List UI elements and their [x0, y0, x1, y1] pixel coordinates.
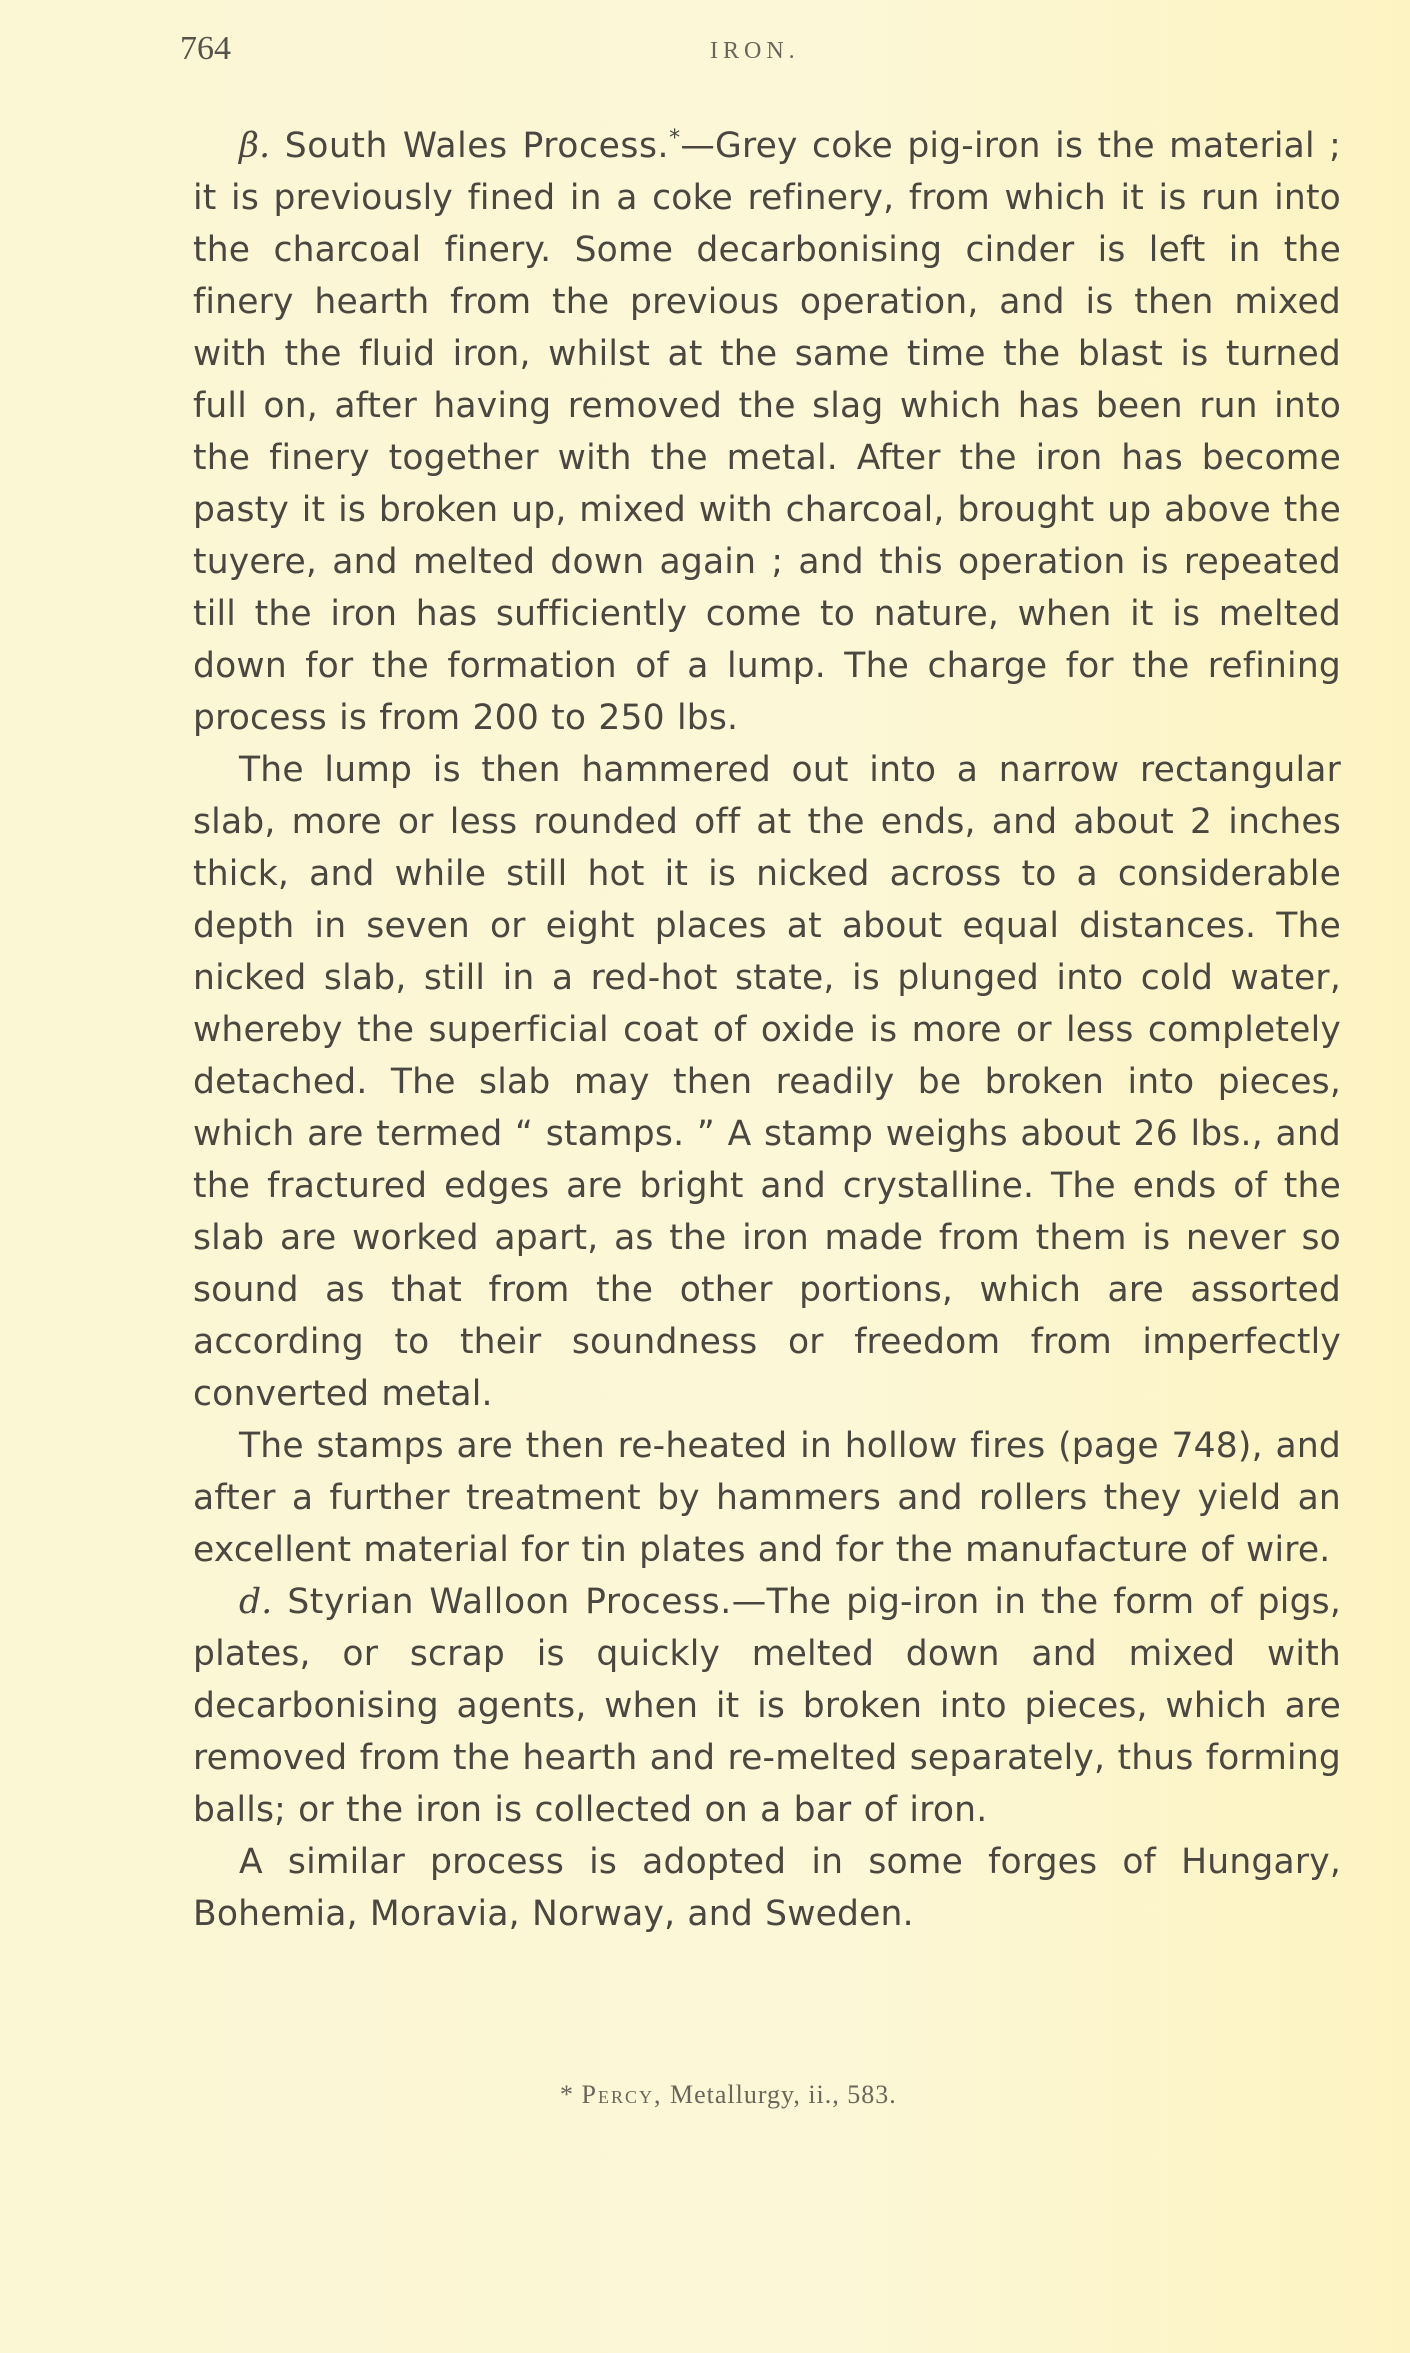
- paragraph-text: The stamps are then re-heated in hollow fires (page 748), and after a further treatment by hammers and rollers they yield an excellent material for tin plates and for the manufacture of wire.: [193, 1426, 1341, 1570]
- body-text: [193, 113, 1341, 1940]
- footnote-mark: *: [560, 2080, 574, 2109]
- paragraph-styrian: [193, 1576, 1341, 1836]
- paragraph-text: The lump is then hammered out into a narrow rectangular slab, more or less rounded off at the ends, and about 2 inches thick, and while still hot it is nicked across to a considerable depth in seven or eight places at about equal distances. The nicked slab, still in a red-hot state, is plunged into cold water, whereby the superficial coat of oxide is more or less completely detached. The slab may then readily be broken into pieces, which are termed “ stamps. ” A stamp weighs about 26 lbs., and the fractured edges are bright and crystalline. The ends of the slab are worked apart, as the iron made from them is never so sound as that from the other portions, which are assorted according to their soundness or freedom from imperfectly converted metal.: [193, 750, 1341, 1414]
- page-header: [180, 30, 1340, 80]
- paragraph-text: —Grey coke pig-iron is the material ; it is previously fined in a coke refinery, from which it is run into the charcoal finery. Some decarbonising cinder is left in the finery hearth from the previous operation, and is then mixed with the fluid iron, whilst at the same time the blast is turned full on, after having removed the slag which has been run into the finery together with the metal. After the iron has become pasty it is broken up, mixed with charcoal, brought up above the tuyere, and melted down again ; and this operation is repeated till the iron has sufficiently come to nature, when it is melted down for the formation of a lump. The charge for the refining process is from 200 to 250 lbs.: [193, 126, 1342, 738]
- page-number: 764: [180, 30, 231, 67]
- section-marker: d.: [239, 1582, 273, 1622]
- footnote-author: Percy,: [581, 2080, 663, 2109]
- paragraph-text: A similar process is adopted in some forges of Hungary, Bohemia, Moravia, Norway, and Sweden.: [193, 1842, 1341, 1934]
- footnote-reference: *: [669, 126, 681, 151]
- paragraph-text: —The pig-iron in the form of pigs, plates, or scrap is quickly melted down and mixed with decarbonising agents, when it is broken into pieces, which are removed from the hearth and re-melted separately, thus forming balls; or the iron is collected on a bar of iron.: [193, 1582, 1342, 1830]
- section-title: Styrian Walloon Process.: [287, 1582, 732, 1622]
- section-marker: β.: [239, 126, 271, 166]
- running-head: IRON.: [710, 38, 800, 64]
- paragraph-stamps: [193, 1420, 1341, 1576]
- paragraph-similar: [193, 1836, 1341, 1940]
- paragraph-lump: [193, 744, 1341, 1420]
- footnote-reference-text: Metallurgy, ii., 583.: [669, 2080, 897, 2109]
- paragraph-south-wales: [193, 113, 1341, 744]
- footnote: [560, 2080, 897, 2110]
- section-title: South Wales Process.: [284, 126, 670, 166]
